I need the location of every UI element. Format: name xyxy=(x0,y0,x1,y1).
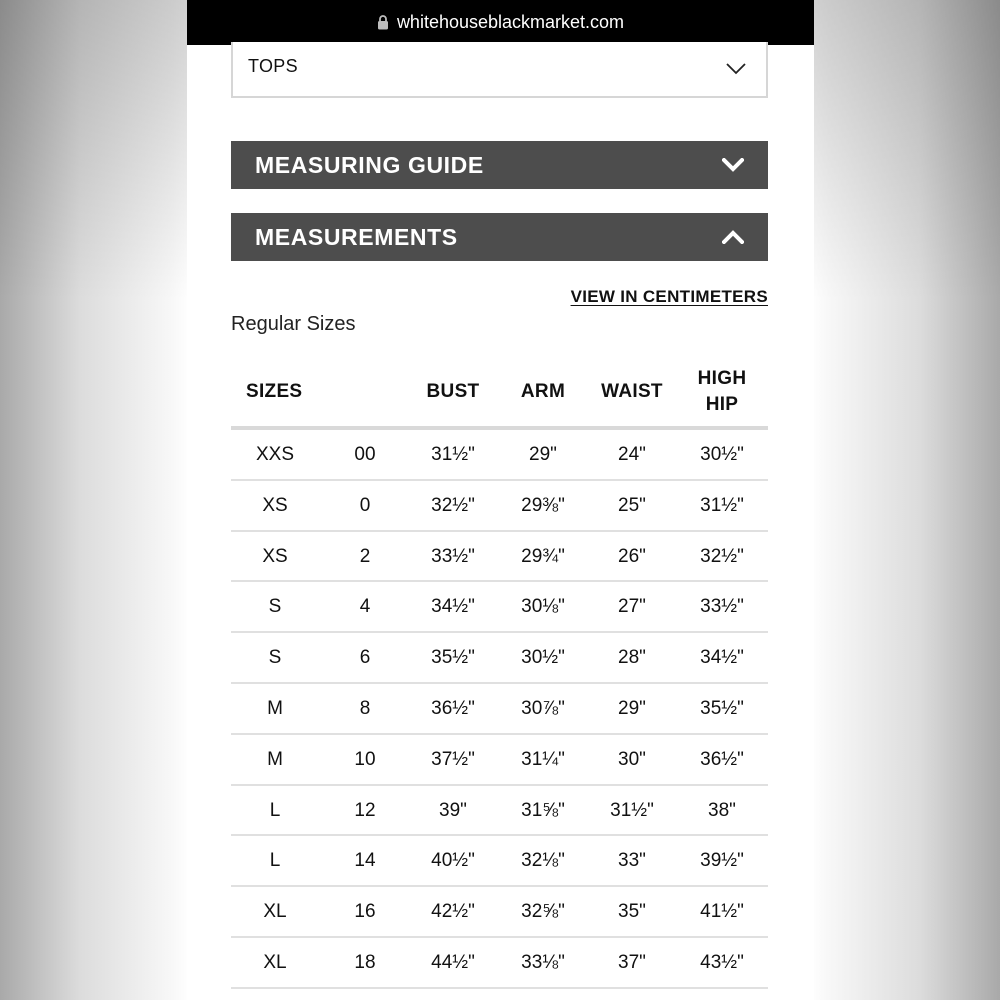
cell-bust: 32½" xyxy=(431,494,475,516)
header-high-hip-line2: HIP xyxy=(705,394,739,415)
table-row xyxy=(231,938,768,989)
cell-high-hip: 41½" xyxy=(700,901,744,923)
cell-number: 10 xyxy=(354,748,376,770)
cell-bust: 40½" xyxy=(431,850,475,872)
cell-waist: 27" xyxy=(618,596,646,618)
cell-size: XL xyxy=(263,951,287,973)
cell-arm: 31¼" xyxy=(521,748,565,770)
cell-high-hip: 38" xyxy=(708,799,736,821)
measuring-guide-accordion[interactable] xyxy=(231,141,768,189)
table-row xyxy=(231,836,768,887)
cell-high-hip: 43½" xyxy=(700,951,744,973)
cell-bust: 34½" xyxy=(431,596,475,618)
category-select[interactable] xyxy=(231,42,768,98)
cell-waist: 29" xyxy=(618,697,646,719)
table-row xyxy=(231,633,768,684)
cell-bust: 37½" xyxy=(431,748,475,770)
cell-size: M xyxy=(267,697,283,719)
cell-bust: 33½" xyxy=(431,545,475,567)
cell-high-hip: 33½" xyxy=(700,596,744,618)
url-text: whitehouseblackmarket.com xyxy=(396,12,625,32)
cell-high-hip: 36½" xyxy=(700,748,744,770)
cell-waist: 26" xyxy=(618,545,646,567)
cell-size: S xyxy=(268,647,282,669)
header-sizes: SIZES xyxy=(246,381,303,402)
cell-arm: 29⅜" xyxy=(521,494,565,516)
cell-arm: 31⅝" xyxy=(521,799,565,821)
cell-size: L xyxy=(269,799,281,821)
browser-url-bar[interactable] xyxy=(187,0,814,45)
table-row xyxy=(231,481,768,532)
cell-waist: 24" xyxy=(618,444,646,465)
cell-number: 6 xyxy=(359,647,371,669)
cell-size: XS xyxy=(262,494,288,516)
chevron-up-icon xyxy=(722,230,744,249)
cell-arm: 32⅝" xyxy=(521,901,565,923)
size-chart-table xyxy=(231,360,768,989)
cell-number: 4 xyxy=(359,596,371,618)
table-row xyxy=(231,786,768,837)
cell-size: S xyxy=(268,596,282,618)
background-shade-right xyxy=(813,0,1000,300)
cell-waist: 30" xyxy=(618,748,646,770)
cell-bust: 39" xyxy=(439,799,467,821)
cell-waist: 33" xyxy=(618,850,646,872)
section-title: Regular Sizes xyxy=(231,313,356,335)
cell-size: XS xyxy=(262,545,288,567)
table-row xyxy=(231,735,768,786)
cell-bust: 31½" xyxy=(431,444,475,465)
cell-high-hip: 32½" xyxy=(700,545,744,567)
header-bust: BUST xyxy=(426,381,480,402)
cell-bust: 36½" xyxy=(431,697,475,719)
cell-size: M xyxy=(267,748,283,770)
cell-bust: 42½" xyxy=(431,901,475,923)
cell-arm: 29¾" xyxy=(521,545,565,567)
background-shade-left xyxy=(0,0,187,300)
cell-number: 16 xyxy=(354,901,376,923)
table-row xyxy=(231,532,768,583)
phone-screen xyxy=(187,0,814,1000)
cell-waist: 25" xyxy=(618,494,646,516)
header-high-hip xyxy=(686,366,758,418)
cell-arm: 33⅛" xyxy=(521,951,565,973)
cell-number: 00 xyxy=(354,444,376,465)
header-waist: WAIST xyxy=(601,381,663,402)
measurements-label: MEASUREMENTS xyxy=(255,224,458,250)
cell-number: 0 xyxy=(359,494,371,516)
cell-number: 18 xyxy=(354,951,376,973)
cell-waist: 35" xyxy=(618,901,646,923)
cell-high-hip: 35½" xyxy=(700,697,744,719)
cell-number: 14 xyxy=(354,850,376,872)
table-row xyxy=(231,684,768,735)
measuring-guide-label: MEASURING GUIDE xyxy=(255,152,484,178)
chevron-down-icon xyxy=(726,62,746,80)
cell-bust: 44½" xyxy=(431,951,475,973)
cell-high-hip: 39½" xyxy=(700,850,744,872)
table-body xyxy=(231,430,768,989)
cell-number: 12 xyxy=(354,799,376,821)
table-header xyxy=(231,360,768,430)
cell-high-hip: 34½" xyxy=(700,647,744,669)
cell-size: XL xyxy=(263,901,287,923)
cell-arm: 30⅞" xyxy=(521,697,565,719)
header-arm: ARM xyxy=(520,381,566,402)
cell-number: 8 xyxy=(359,697,371,719)
cell-number: 2 xyxy=(359,545,371,567)
cell-arm: 30⅛" xyxy=(521,596,565,618)
cell-arm: 32⅛" xyxy=(521,850,565,872)
table-row xyxy=(231,582,768,633)
measurements-accordion[interactable] xyxy=(231,213,768,261)
lock-icon xyxy=(377,15,389,30)
category-select-value: TOPS xyxy=(248,56,298,76)
cell-bust: 35½" xyxy=(431,647,475,669)
cell-size: L xyxy=(269,850,281,872)
cell-waist: 37" xyxy=(618,951,646,973)
cell-waist: 31½" xyxy=(610,799,654,821)
table-row xyxy=(231,430,768,481)
chevron-down-icon xyxy=(722,158,744,177)
header-high-hip-line1: HIGH xyxy=(697,368,747,389)
view-in-centimeters-link[interactable]: VIEW IN CENTIMETERS xyxy=(570,287,768,306)
cell-arm: 30½" xyxy=(521,647,565,669)
cell-high-hip: 30½" xyxy=(700,444,744,465)
table-row xyxy=(231,887,768,938)
cell-size: XXS xyxy=(255,444,295,465)
cell-waist: 28" xyxy=(618,647,646,669)
cell-arm: 29" xyxy=(529,444,557,465)
cell-high-hip: 31½" xyxy=(700,494,744,516)
